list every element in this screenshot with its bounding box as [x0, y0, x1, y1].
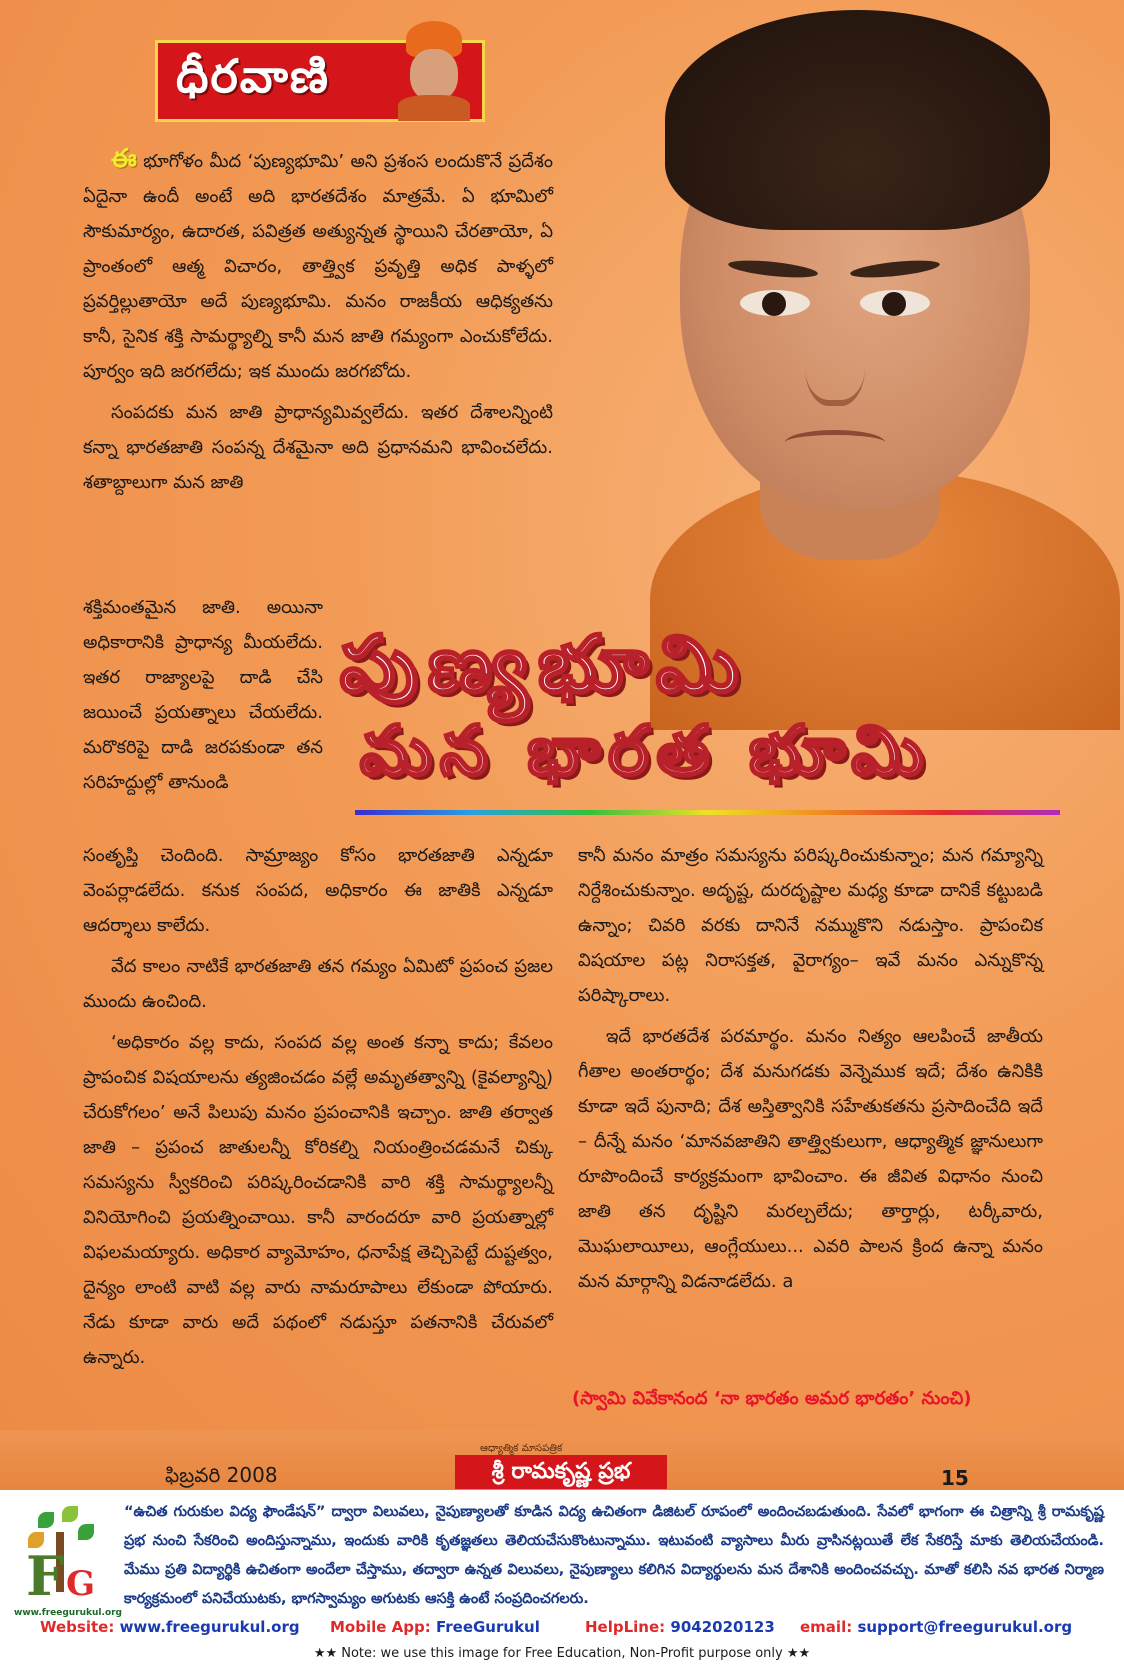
- logo-leaf-icon: [62, 1506, 78, 1522]
- paragraph-2-top: [83, 395, 553, 500]
- badge-portrait-icon: [394, 21, 474, 121]
- paragraph-4: [83, 1025, 553, 1375]
- paragraph-3: [83, 949, 553, 1019]
- foundation-notice: “ఉచిత గురుకుల విద్య ఫౌండేషన్” ద్వారా విలువలు, నైపుణ్యాలతో కూడిన విద్య ఉచితంగా డిజిటల్ రూపంలో అందించబడుతుంది. సేవలో భాగంగా ఈ చిత్రాన్ని శ్రీ రామకృష్ణ ప్రభ నుంచి సేకరించి అందిస్తున్నాము, ఇందుకు వారికి కృతజ్ఞతలు తెలియచేసుకొంటున్నాము. ఇటువంటి వ్యాసాలు మీరు వ్రాసినట్లయితే లేక సేకరిస్తే మాకు తెలియచేయండి. మేము ప్రతి విద్యార్థికి ఉచితంగా అందేలా చేస్తాము, తద్వారా ఉన్నత విలువలు, నైపుణ్యాలు కలిగిన విద్యార్థులను మన దేశానికి అందించవచ్చు. మాతో కలిసి నవ భారత నిర్మాణ కార్యక్రమంలో పనిచేయుటకు, భాగస్వామ్యం అగుటకు ఆసక్తి ఉంటే సంప్రదించగలరు.: [124, 1504, 1104, 1607]
- website-link[interactable]: www.freegurukul.org: [119, 1618, 300, 1636]
- usage-note: ★★ Note: we use this image for Free Education, Non-Profit purpose only ★★: [313, 1646, 811, 1661]
- helpline-number[interactable]: 9042020123: [670, 1618, 775, 1636]
- email-contact[interactable]: [800, 1618, 1072, 1636]
- logo-leaf-icon: [38, 1512, 54, 1528]
- portrait-hair: [665, 10, 1050, 230]
- logo-letter-f: F: [26, 1544, 65, 1608]
- website-label: Website:: [40, 1618, 115, 1636]
- helpline-label: HelpLine:: [585, 1618, 666, 1636]
- paragraph-3-text: వేద కాలం నాటికే భారతజాతి తన గమ్యం ఏమిటో ప్రపంచ ప్రజల ముందు ఉంచింది.: [83, 956, 553, 1012]
- headline: [340, 620, 1080, 794]
- section-title: ధీరవాణి: [176, 49, 330, 103]
- badge-body-shape: [398, 95, 470, 121]
- paragraph-6-text: ఇదే భారతదేశ పరమార్థం. మనం నిత్యం ఆలపించే జాతీయ గీతాల అంతరార్థం; దేశ మనుగడకు వెన్నెముక ఇదే; దేశం ఉనికికి కూడా ఇదే పునాది; దేశ అస్తిత్వానికి సహేతుకతను ప్రసాదించేది ఇదే – దీన్నే మనం ‘మానవజాతిని తాత్త్వికులుగా, ఆధ్యాత్మిక జ్ఞానులుగా రూపొందించే కార్యక్రమంగా భావించాం. ఈ జీవిత విధానం నుంచి జాతి తన దృష్టిని మరల్చలేదు; తార్తార్లు, టర్కీవారు, మొఘలాయీలు, ఆంగ్లేయులు... ఎవరి పాలన క్రింద ఉన్నా మనం మన మార్గాన్ని విడనాడలేదు.: [578, 1026, 1043, 1292]
- app-contact[interactable]: [330, 1618, 540, 1636]
- email-address[interactable]: support@freegurukul.org: [857, 1618, 1073, 1636]
- portrait-nose: [805, 310, 865, 406]
- article-column-right: [578, 838, 1043, 1305]
- logo-letter-g: G: [66, 1564, 96, 1604]
- end-mark: a: [782, 1271, 794, 1292]
- app-label: Mobile App:: [330, 1618, 431, 1636]
- article-source: (స్వామి వివేకానంద ‘నా భారతం అమర భారతం’ నుంచి): [572, 1388, 972, 1409]
- app-name[interactable]: FreeGurukul: [435, 1618, 540, 1636]
- paragraph-2-top-text: సంపదకు మన జాతి ప్రాధాన్యమివ్వలేదు. ఇతర దేశాలన్నింటి కన్నా భారతజాతి సంపన్న దేశమైనా అది ప్రధానమని భావించలేదు. శతాబ్దాలుగా మన జాతి: [83, 402, 553, 493]
- magazine-tagline: ఆధ్యాత్మిక మాసపత్రిక: [480, 1443, 563, 1454]
- section-badge: [155, 40, 485, 122]
- paragraph-5: కానీ మనం మాత్రం సమస్యను పరిష్కరించుకున్నాం; మన గమ్యాన్ని నిర్దేశించుకున్నాం. అదృష్ట, దురదృష్టాల మధ్య కూడా దానికే కట్టుబడి ఉన్నాం; చివరి వరకు దానినే నమ్ముకొని నడుస్తాం. ప్రాపంచిక విషయాల పట్ల నిరాసక్తత, వైరాగ్యం– ఇవే మనం ఎన్నుకొన్న పరిష్కారాలు.: [578, 845, 1043, 1006]
- logo-url: www.freegurukul.org: [14, 1608, 123, 1618]
- headline-line-1: పుణ్యభూమి: [340, 620, 749, 710]
- portrait-right-eye: [860, 290, 930, 316]
- issue-date: ఫిబ్రవరి 2008: [165, 1463, 278, 1487]
- contact-bar: [0, 1618, 1124, 1642]
- portrait-left-eye: [740, 290, 810, 316]
- paragraph-6: [578, 1019, 1043, 1299]
- paragraph-2-narrow: శక్తిమంతమైన జాతి. అయినా అధికారానికి ప్రాధాన్య మీయలేదు. ఇతర రాజ్యాలపై దాడి చేసి జయించే ప్రయత్నాలు చేయలేదు. మరొకరిపై దాడి జరపకుండా తన సరిహద్దుల్లో తానుండి: [83, 597, 323, 793]
- article-column-narrow: [83, 590, 323, 806]
- rainbow-divider: [355, 810, 1060, 815]
- magazine-name: శ్రీ రామకృష్ణ ప్రభ: [455, 1455, 667, 1489]
- website-contact[interactable]: [40, 1618, 300, 1636]
- paragraph-2-bottom: సంతృప్తి చెందింది. సామ్రాజ్యం కోసం భారతజాతి ఎన్నడూ వెంపర్లాడలేదు. కనుక సంపద, అధికారం ఈ జాతికి ఎన్నడూ ఆదర్శాలు కాలేదు.: [83, 845, 553, 936]
- badge-face-shape: [410, 49, 458, 101]
- article-column-top: [83, 142, 553, 506]
- logo-leaf-icon: [78, 1524, 94, 1540]
- paragraph-1: [83, 142, 553, 389]
- freegurukul-logo: [18, 1502, 108, 1612]
- article-column-left: [83, 838, 553, 1381]
- info-panel: [0, 1490, 1124, 1667]
- paragraph-4-text: ‘అధికారం వల్ల కాదు, సంపద వల్ల అంత కన్నా కాదు; కేవలం ప్రాపంచిక విషయాలను త్యజించడం వల్లే అమృతత్వాన్ని (కైవల్యాన్ని) చేరుకోగలం’ అనే పిలుపు మనం ప్రపంచానికి ఇచ్చాం. జాతి తర్వాత జాతి – ప్రపంచ జాతులన్నీ కోరికల్ని నియంత్రించడమనే చిక్కు సమస్యను స్వీకరించి పరిష్కరించడానికి వారి శక్తి సామర్థ్యాలన్నీ వినియోగించి ప్రయత్నించాయి. కానీ వారందరూ వారి ప్రయత్నాల్లో విఫలమయ్యారు. అధికార వ్యామోహం, ధనాపేక్ష తెచ్చిపెట్టే దుష్టత్వం, దైన్యం లాంటి వాటి వల్ల వారు నామరూపాలు లేకుండా పోయారు. నేడు కూడా వారు అదే పథంలో నడుస్తూ పతనానికి చేరువలో ఉన్నారు.: [83, 1032, 553, 1368]
- headline-line-2: మన భారత భూమి: [360, 712, 932, 791]
- vivekananda-portrait: [610, 0, 1124, 640]
- email-label: email:: [800, 1618, 853, 1636]
- helpline-contact[interactable]: [585, 1618, 775, 1636]
- page-number: 15: [941, 1466, 969, 1490]
- paragraph-1-text: భూగోళం మీద ‘పుణ్యభూమి’ అని ప్రశంస లందుకొనే ప్రదేశం ఏదైనా ఉందీ అంటే అది భారతదేశం మాత్రమే. ఏ భూమిలో సౌకుమార్యం, ఉదారత, పవిత్రత అత్యున్నత స్థాయిని చేరతాయో, ఏ ప్రాంతంలో ఆత్మ విచారం, తాత్త్విక ప్రవృత్తి అధిక పాళ్ళలో ప్రవర్తిల్లుతాయో అదే పుణ్యభూమి. మనం రాజకీయ ఆధిక్యతను కానీ, సైనిక శక్తి సామర్థ్యాల్ని కానీ మన జాతి గమ్యంగా ఎంచుకోలేదు. పూర్వం ఇది జరగలేదు; ఇక ముందు జరగబోదు.: [83, 151, 553, 382]
- drop-cap: ఈ: [111, 144, 137, 174]
- portrait-mouth: [785, 430, 885, 455]
